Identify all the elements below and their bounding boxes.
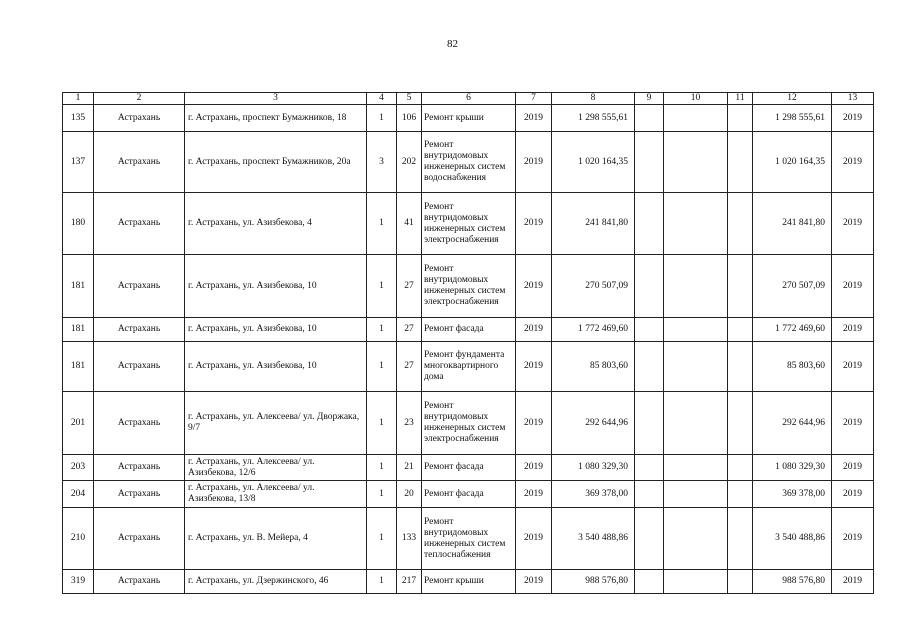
table-cell-col-1: 135 [63,105,94,132]
table-cell-col-9 [635,508,664,570]
table-row [63,481,874,508]
table-cell-col-9 [635,570,664,594]
column-header: 3 [185,93,367,105]
table-cell-col-12: 1 298 555,61 [753,105,832,132]
table-cell-col-6: Ремонт крыши [422,570,516,594]
table-cell-col-3: г. Астрахань, ул. Алексеева/ ул. Азизбекова, 12/6 [185,455,367,481]
table-cell-col-10 [664,342,728,392]
table-cell-col-4: 1 [367,342,397,392]
table-row [63,570,874,594]
column-header: 9 [635,93,664,105]
table-cell-col-2: Астрахань [94,255,185,318]
table-cell-col-11 [728,193,753,255]
table-cell-col-3: г. Астрахань, ул. Азизбекова, 10 [185,318,367,342]
table-cell-col-13: 2019 [832,255,874,318]
table-cell-col-8: 85 803,60 [552,342,635,392]
table-cell-col-8: 1 080 329,30 [552,455,635,481]
table-cell-col-2: Астрахань [94,392,185,455]
table-cell-col-9 [635,105,664,132]
table-cell-col-5: 133 [397,508,422,570]
table-cell-col-10 [664,318,728,342]
table-cell-col-11 [728,342,753,392]
table-cell-col-6: Ремонт фасада [422,455,516,481]
table-cell-col-12: 1 772 469,60 [753,318,832,342]
table-cell-col-10 [664,392,728,455]
table-cell-col-8: 3 540 488,86 [552,508,635,570]
table-cell-col-13: 2019 [832,455,874,481]
table-cell-col-10 [664,508,728,570]
column-header: 1 [63,93,94,105]
table-cell-col-12: 1 020 164,35 [753,132,832,193]
table-cell-col-3: г. Астрахань, ул. Алексеева/ ул. Дворжака, 9/7 [185,392,367,455]
table-cell-col-8: 1 772 469,60 [552,318,635,342]
table-cell-col-11 [728,132,753,193]
column-header: 7 [516,93,552,105]
table-cell-col-4: 1 [367,508,397,570]
table-cell-col-6: Ремонт фасада [422,318,516,342]
table-cell-col-3: г. Астрахань, ул. Азизбекова, 4 [185,193,367,255]
table-cell-col-1: 204 [63,481,94,508]
table-cell-col-13: 2019 [832,318,874,342]
table-cell-col-5: 41 [397,193,422,255]
table-cell-col-7: 2019 [516,132,552,193]
register-table [62,92,874,594]
column-header: 12 [753,93,832,105]
table-cell-col-2: Астрахань [94,105,185,132]
table-cell-col-3: г. Астрахань, ул. В. Мейера, 4 [185,508,367,570]
table-cell-col-12: 270 507,09 [753,255,832,318]
table-cell-col-13: 2019 [832,570,874,594]
table-cell-col-4: 1 [367,255,397,318]
table-cell-col-3: г. Астрахань, ул. Дзержинского, 46 [185,570,367,594]
table-cell-col-3: г. Астрахань, ул. Азизбекова, 10 [185,342,367,392]
table-cell-col-4: 1 [367,193,397,255]
table-cell-col-8: 369 378,00 [552,481,635,508]
table-cell-col-4: 1 [367,105,397,132]
table-cell-col-6: Ремонт внутридомовых инженерных систем электроснабжения [422,392,516,455]
table-cell-col-10 [664,570,728,594]
table-row [63,132,874,193]
table-cell-col-7: 2019 [516,318,552,342]
table-cell-col-10 [664,193,728,255]
table-cell-col-4: 3 [367,132,397,193]
table-cell-col-1: 180 [63,193,94,255]
table-cell-col-5: 23 [397,392,422,455]
table-cell-col-7: 2019 [516,105,552,132]
table-cell-col-4: 1 [367,392,397,455]
table-cell-col-7: 2019 [516,255,552,318]
table-cell-col-11 [728,392,753,455]
table-cell-col-1: 203 [63,455,94,481]
table-cell-col-9 [635,455,664,481]
table-cell-col-12: 241 841,80 [753,193,832,255]
table-cell-col-6: Ремонт внутридомовых инженерных систем водоснабжения [422,132,516,193]
column-header: 6 [422,93,516,105]
table-cell-col-10 [664,105,728,132]
table-cell-col-6: Ремонт внутридомовых инженерных систем теплоснабжения [422,508,516,570]
table-cell-col-11 [728,105,753,132]
table-cell-col-12: 3 540 488,86 [753,508,832,570]
column-header: 2 [94,93,185,105]
table-cell-col-9 [635,255,664,318]
table-cell-col-8: 292 644,96 [552,392,635,455]
table-cell-col-2: Астрахань [94,455,185,481]
table-cell-col-11 [728,570,753,594]
table-cell-col-4: 1 [367,481,397,508]
table-cell-col-13: 2019 [832,193,874,255]
table-cell-col-12: 1 080 329,30 [753,455,832,481]
column-header: 10 [664,93,728,105]
table-cell-col-3: г. Астрахань, ул. Алексеева/ ул. Азизбекова, 13/8 [185,481,367,508]
table-cell-col-5: 27 [397,318,422,342]
table-cell-col-13: 2019 [832,342,874,392]
table-cell-col-9 [635,342,664,392]
table-cell-col-8: 988 576,80 [552,570,635,594]
table-cell-col-9 [635,392,664,455]
table-cell-col-12: 85 803,60 [753,342,832,392]
table-row [63,318,874,342]
table-cell-col-2: Астрахань [94,193,185,255]
table-cell-col-3: г. Астрахань, проспект Бумажников, 20а [185,132,367,193]
table-cell-col-12: 292 644,96 [753,392,832,455]
table-body [63,105,874,594]
table-cell-col-7: 2019 [516,342,552,392]
table-cell-col-9 [635,132,664,193]
table-cell-col-4: 1 [367,455,397,481]
table-cell-col-4: 1 [367,570,397,594]
table-cell-col-13: 2019 [832,105,874,132]
table-cell-col-13: 2019 [832,508,874,570]
table-cell-col-12: 369 378,00 [753,481,832,508]
table-cell-col-2: Астрахань [94,508,185,570]
table-cell-col-7: 2019 [516,455,552,481]
table-cell-col-5: 202 [397,132,422,193]
table-cell-col-12: 988 576,80 [753,570,832,594]
table-cell-col-1: 137 [63,132,94,193]
table-row [63,342,874,392]
table-cell-col-1: 181 [63,255,94,318]
table-cell-col-10 [664,481,728,508]
table-cell-col-11 [728,318,753,342]
table-cell-col-2: Астрахань [94,318,185,342]
table-cell-col-3: г. Астрахань, ул. Азизбекова, 10 [185,255,367,318]
table-cell-col-11 [728,508,753,570]
table-cell-col-8: 1 298 555,61 [552,105,635,132]
table-cell-col-1: 201 [63,392,94,455]
table-cell-col-6: Ремонт внутридомовых инженерных систем электроснабжения [422,255,516,318]
column-header: 5 [397,93,422,105]
table-row [63,193,874,255]
table-cell-col-2: Астрахань [94,132,185,193]
table-cell-col-5: 27 [397,342,422,392]
table-cell-col-10 [664,132,728,193]
column-header: 13 [832,93,874,105]
table-cell-col-13: 2019 [832,392,874,455]
table-cell-col-5: 21 [397,455,422,481]
column-number-row [63,93,874,105]
table-cell-col-8: 241 841,80 [552,193,635,255]
table-cell-col-5: 217 [397,570,422,594]
table-row [63,455,874,481]
table-cell-col-6: Ремонт фундамента многоквартирного дома [422,342,516,392]
column-header: 11 [728,93,753,105]
table-cell-col-7: 2019 [516,570,552,594]
table-cell-col-2: Астрахань [94,570,185,594]
table-cell-col-13: 2019 [832,481,874,508]
column-header: 4 [367,93,397,105]
table-cell-col-1: 319 [63,570,94,594]
table-cell-col-9 [635,193,664,255]
table-cell-col-13: 2019 [832,132,874,193]
table-cell-col-2: Астрахань [94,481,185,508]
table-row [63,255,874,318]
table-cell-col-9 [635,318,664,342]
table-cell-col-4: 1 [367,318,397,342]
table-cell-col-6: Ремонт фасада [422,481,516,508]
table-cell-col-1: 181 [63,342,94,392]
table-cell-col-10 [664,455,728,481]
table-row [63,392,874,455]
table-cell-col-3: г. Астрахань, проспект Бумажников, 18 [185,105,367,132]
table-cell-col-6: Ремонт крыши [422,105,516,132]
table-cell-col-7: 2019 [516,481,552,508]
table-cell-col-7: 2019 [516,193,552,255]
table-cell-col-11 [728,255,753,318]
table-cell-col-5: 20 [397,481,422,508]
table-cell-col-11 [728,455,753,481]
table-cell-col-5: 106 [397,105,422,132]
table-cell-col-2: Астрахань [94,342,185,392]
table-cell-col-6: Ремонт внутридомовых инженерных систем электроснабжения [422,193,516,255]
table-cell-col-8: 1 020 164,35 [552,132,635,193]
table-row [63,105,874,132]
table-cell-col-1: 181 [63,318,94,342]
table-cell-col-8: 270 507,09 [552,255,635,318]
table-cell-col-5: 27 [397,255,422,318]
table-cell-col-10 [664,255,728,318]
column-header: 8 [552,93,635,105]
table-cell-col-1: 210 [63,508,94,570]
table-cell-col-7: 2019 [516,392,552,455]
page-number: 82 [447,38,458,50]
table-cell-col-9 [635,481,664,508]
table-cell-col-11 [728,481,753,508]
table-row [63,508,874,570]
table-cell-col-7: 2019 [516,508,552,570]
